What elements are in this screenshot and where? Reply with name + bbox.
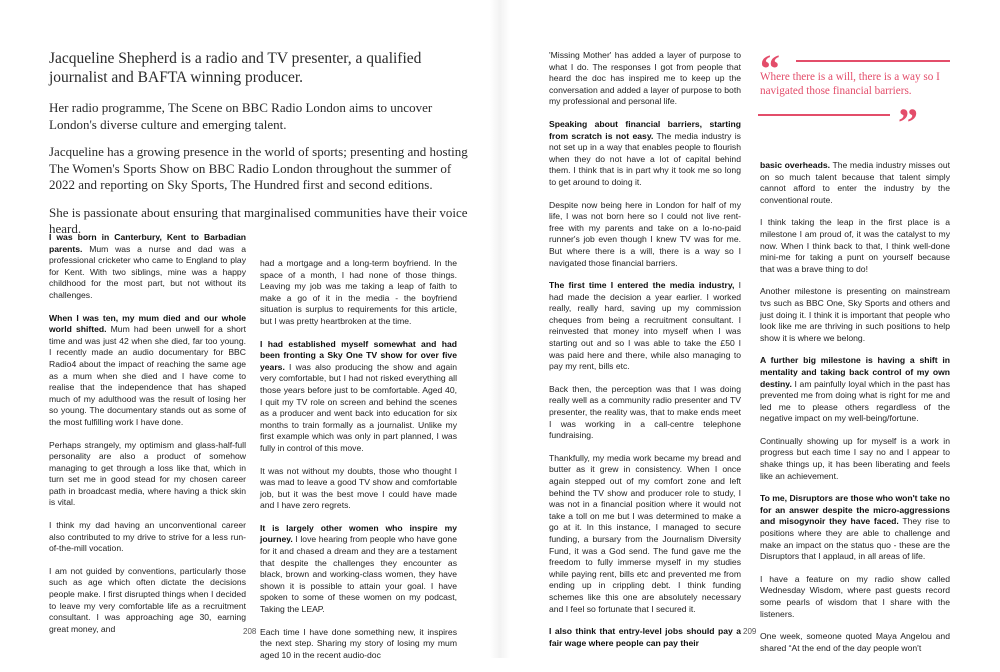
open-quote-icon: “: [760, 46, 780, 91]
paragraph: [549, 626, 741, 649]
paragraph: 'Missing Mother' has added a layer of purpose to what I do. The responses I got from people that heard the doc has inspired me to keep up the conversation and added a layer of purpose to both my professional and personal life.: [549, 50, 741, 107]
paragraph: [760, 160, 950, 206]
bold-lead: Speaking about financial barriers, starting from scratch is not easy.: [549, 118, 741, 141]
body-text: I love hearing from people who have gone for it and chased a dream and they are a testament that despite the challenges they encounter as black, brown and working-class women, they have shown it is possible to attain your goal. I have spoken to some of these women on my podcast, Taking the LEAP.: [260, 534, 457, 615]
bold-lead: The first time I entered the media industry,: [549, 280, 735, 291]
paragraph: I have a feature on my radio show called Wednesday Wisdom, where past guests record some pearls of wisdom that I share with the listeners.: [760, 573, 950, 619]
bold-lead: basic overheads.: [760, 160, 830, 170]
paragraph: Continually showing up for myself is a work in progress but each time I say no and I appear to shake things up, it has been liberating and feels like an achievement.: [760, 435, 950, 481]
paragraph: [549, 280, 741, 373]
column-4: [760, 160, 950, 665]
paragraph: [549, 119, 741, 189]
body-text: Mum had been unwell for a short time and was just 42 when she died, far too young. I recently made an audio documentary for BBC Radio4 about the impact of reaching the same age as a mum when she died and I have come to realise that the independence that has shaped much of my adulthood was the result of losing her so young. The documentary stands out as some of the most fulfilling work I have done.: [49, 324, 246, 427]
paragraph: [49, 232, 246, 302]
book-gutter: [490, 0, 510, 658]
paragraph: One week, someone quoted Maya Angelou and shared “At the end of the day people won't: [760, 631, 950, 653]
paragraph: [260, 339, 457, 455]
column-2: [260, 258, 457, 672]
pull-quote-text: Where there is a will, there is a way so I navigated those financial barriers.: [760, 71, 940, 97]
bold-lead: A further big milestone is having a shift in mentality and taking back control of my own destiny.: [760, 355, 950, 389]
column-3: [549, 50, 741, 660]
paragraph: Despite now being here in London for half of my life, I was not born here so I could not live rent-free with my parents and take on a lo-no-paid runner's job even though I knew TV was for me. But where there is a will, there is a way so I navigated those financial barriers.: [549, 199, 741, 268]
paragraph: Back then, the perception was that I was doing really well as a community radio presenter and TV presenter, the reality was, that to make ends meet I was working in a call-centre telephone fundraising.: [549, 383, 741, 441]
page-number: 209: [743, 627, 757, 636]
paragraph: It was not without my doubts, those who thought I was mad to leave a good TV show and comfortable job, but it was the best move I could have made and I have zero regrets.: [260, 465, 457, 511]
bold-lead: I was born in Canterbury, Kent to Barbadian parents.: [49, 232, 246, 254]
quote-rule-top: [796, 60, 950, 62]
paragraph: had a mortgage and a long-term boyfriend. In the space of a month, I had none of those things. Leaving my job was me taking a leap of faith to make a go of it in the media - the boyfriend situation is surplus to requirements for this article, but I was pretty heartbroken at the time.: [260, 258, 457, 326]
body-text: I was also producing the show and again very comfortable, but I had not risked everything all those years before just to be comfortable. Aged 40, I quit my TV role on screen and behind the scenes as a producer and went back into education for six months to train formally as a journalist. Unlike my first example which was only in part planned, I was fully in control of this move.: [260, 361, 457, 453]
paragraph: Each time I have done something new, it inspires the next step. Sharing my story of losing my mum aged 10 in the recent audio-doc: [260, 626, 457, 660]
paragraph: Thankfully, my media work became my bread and butter as it grew in consistency. When I once again stepped out of my comfort zone and left behind the TV show and producer role to study, I was not in a financial position where it would not take a toll on me but I was determined to make a go at it. In this instance, I managed to secure funding, a bursary from the Journalism Diversity Fund, it was a God send. The fund gave me the freedom to fully immerse myself in my studies while paying rent, bills etc and prevented me from ending up in crippling debt. I think funding schemes like this one are absolutely necessary and I feel so fortunate that I secured it.: [549, 452, 741, 614]
close-quote-icon: ”: [898, 100, 918, 145]
bold-lead: To me, Disruptors are those who won't take no for an answer despite the micro-aggressions and misogynoir they have faced.: [760, 493, 951, 527]
body-text: The media industry misses out on so much talent because that talent simply cannot afford to enter the industry by the conventional route.: [760, 160, 950, 205]
body-text: I had made the decision a year earlier. I worked really, really hard, saving up my commission cheques from being a recruitment consultant. I reinvested that money into myself when I was starting out and so I was able to take the £50 I was paid here and there, while also managing to pay my rent, bills etc.: [549, 280, 741, 372]
paragraph: I think my dad having an unconventional career also contributed to my drive to strive for a less run-of-the-mill vocation.: [49, 520, 246, 554]
paragraph: I am not guided by conventions, particularly those such as age which often dictate the decisions people make. I first disrupted things when I decided to leave my very comfortable life as a recruitment consultant. I was approaching age 30, earning great money, and: [49, 565, 246, 634]
paragraph: Perhaps strangely, my optimism and glass-half-full personality are also a product of somehow managing to get through a loss like that, which in turn set me in good stead for my chosen career path in broadcast media, where having a thick skin is vital.: [49, 439, 246, 508]
paragraph: I think taking the leap in the first place is a milestone I am proud of, it was the catalyst to my now. When I think back to that, I think well-done mini-me for taking a punt on yourself because that was a brave thing to do!: [760, 217, 950, 274]
column-1: [49, 232, 246, 646]
body-text: The media industry is not set up in a way that enables people to flourish when they do not have a lot of capital behind them. I think that is in part why it took me so long to get around to doing it.: [549, 130, 741, 187]
paragraph: [760, 355, 950, 425]
intro-paragraph: She is passionate about ensuring that marginalised communities have their voice heard.: [49, 204, 468, 236]
body-text: They rise to positions where they are able to challenge and make an impact on the status quo - these are the Disruptors that I applaud, in all areas of life.: [760, 516, 950, 562]
bold-lead: I had established myself somewhat and had been fronting a Sky One TV show for over five years.: [260, 338, 457, 372]
bold-lead: It is largely other women who inspire my journey.: [260, 522, 457, 545]
intro-paragraph: Her radio programme, The Scene on BBC Radio London aims to uncover London's diverse culture and emerging talent.: [49, 100, 433, 132]
paragraph: Another milestone is presenting on mainstream tvs such as BBC One, Sky Sports and others and just doing it. I think it is important that people who look like me are thriving in such positions to help show it is where we belong.: [760, 286, 950, 343]
bold-lead: I also think that entry-level jobs should pay a fair wage where people can pay their: [549, 626, 741, 648]
quote-rule-bottom: [758, 114, 890, 116]
paragraph: [760, 493, 950, 563]
intro-lead: Jacqueline Shepherd is a radio and TV presenter, a qualified journalist and BAFTA winning producer.: [49, 50, 422, 86]
body-text: I am painfully loyal which in the past has prevented me from doing what is right for me and led me to please others regardless of the negative impact on my well-being/fortune.: [760, 378, 950, 424]
page-number: 208: [243, 627, 257, 636]
intro-section: [49, 49, 469, 249]
body-text: Mum was a nurse and dad was a professional cricketer who came to England to play for Kent. With two siblings, mine was a happy childhood for the most part, but not without its challenges.: [49, 243, 246, 300]
intro-paragraph: Jacqueline has a growing presence in the world of sports; presenting and hosting The Women's Sports Show on BBC Radio London throughout the summer of 2022 and reporting on Sky Sports, The Hundred first and second editions.: [49, 144, 468, 192]
paragraph: [49, 313, 246, 429]
left-page: [0, 0, 500, 658]
bold-lead: When I was ten, my mum died and our whole world shifted.: [49, 312, 246, 335]
paragraph: [260, 523, 457, 616]
